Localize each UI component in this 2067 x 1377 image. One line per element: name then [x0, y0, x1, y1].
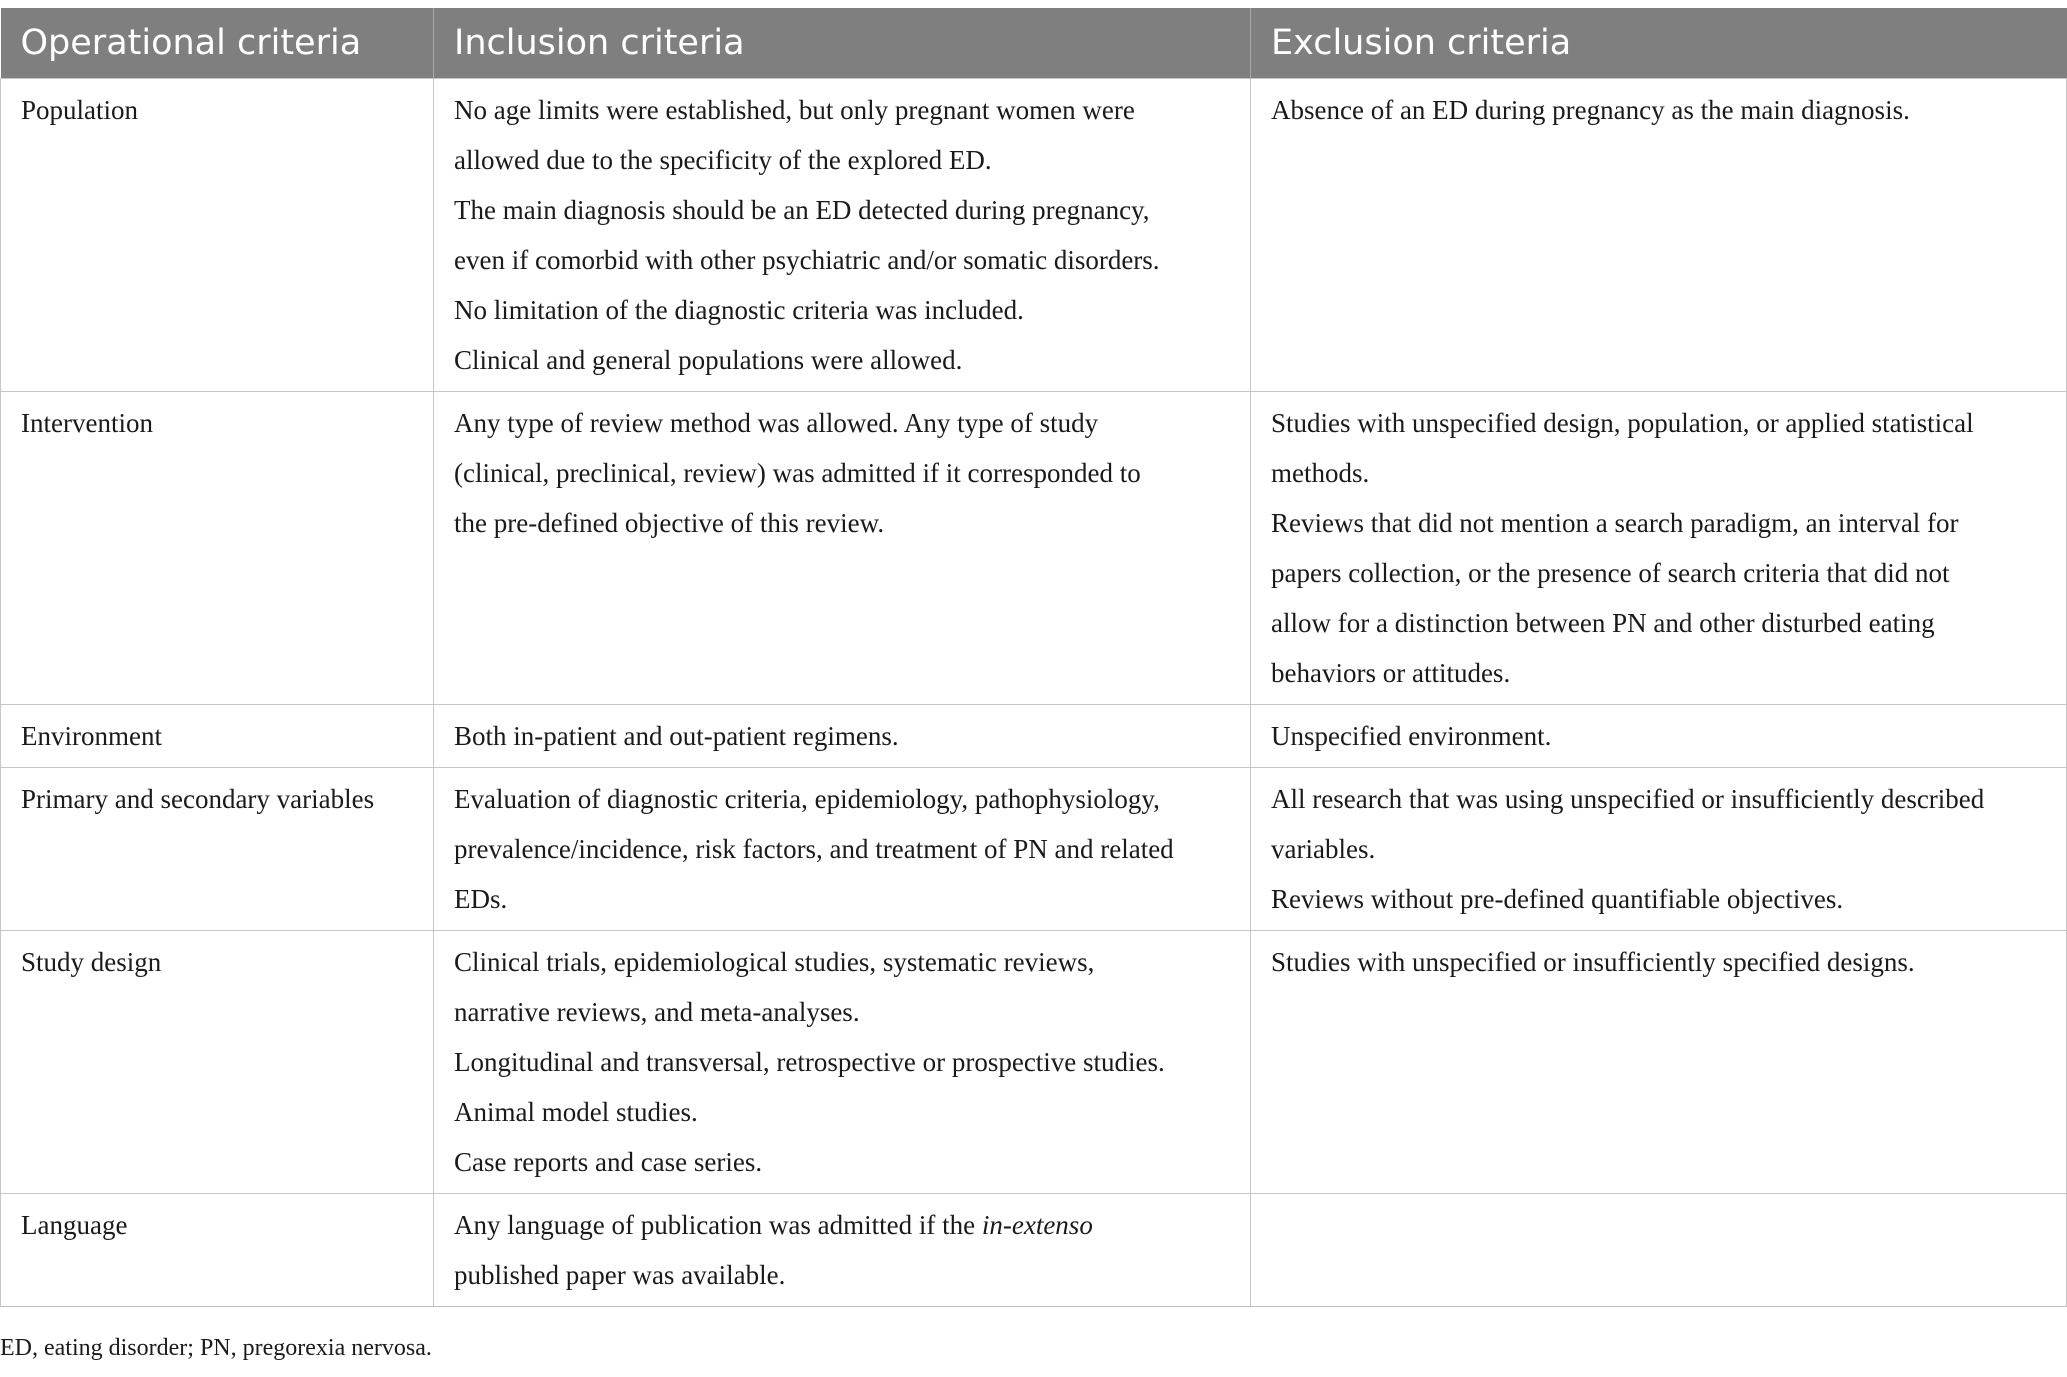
inclusion-text: Any language of publication was admitted if the [454, 1210, 982, 1240]
exclusion-line: Absence of an ED during pregnancy as the main diagnosis. [1271, 95, 1910, 125]
inclusion-line: Animal model studies. [454, 1097, 698, 1127]
inclusion-cell [434, 768, 1251, 931]
exclusion-line: All research that was using unspecified or insufficiently described [1271, 784, 1985, 814]
inclusion-line: No age limits were established, but only pregnant women were [454, 95, 1135, 125]
exclusion-line: Unspecified environment. [1271, 721, 1552, 751]
table-row-intervention [1, 392, 2067, 705]
exclusion-line: behaviors or attitudes. [1271, 658, 1511, 688]
criterion-cell [1, 79, 434, 392]
inclusion-cell [434, 705, 1251, 768]
exclusion-line: Reviews without pre-defined quantifiable objectives. [1271, 884, 1844, 914]
inclusion-line: Evaluation of diagnostic criteria, epidemiology, pathophysiology, [454, 784, 1160, 814]
inclusion-line: narrative reviews, and meta-analyses. [454, 997, 860, 1027]
inclusion-cell [434, 931, 1251, 1194]
exclusion-cell [1251, 79, 2067, 392]
exclusion-cell-empty [1251, 1194, 2067, 1307]
inclusion-line: even if comorbid with other psychiatric and/or somatic disorders. [454, 245, 1160, 275]
inclusion-line: No limitation of the diagnostic criteria was included. [454, 295, 1024, 325]
inclusion-line: Longitudinal and transversal, retrospective or prospective studies. [454, 1047, 1165, 1077]
inclusion-line: allowed due to the specificity of the explored ED. [454, 145, 992, 175]
criterion-label: Environment [21, 721, 162, 751]
inclusion-line: Clinical trials, epidemiological studies, systematic reviews, [454, 947, 1095, 977]
table-row-study-design [1, 931, 2067, 1194]
inclusion-line: Case reports and case series. [454, 1147, 763, 1177]
exclusion-line: Reviews that did not mention a search paradigm, an interval for [1271, 508, 1959, 538]
exclusion-line: papers collection, or the presence of search criteria that did not [1271, 558, 1950, 588]
inclusion-line: Both in-patient and out-patient regimens. [454, 721, 899, 751]
exclusion-cell [1251, 705, 2067, 768]
exclusion-line: allow for a distinction between PN and other disturbed eating [1271, 608, 1935, 638]
table-row-variables [1, 768, 2067, 931]
exclusion-line: methods. [1271, 458, 1370, 488]
inclusion-line [454, 1200, 1230, 1250]
header-exclusion-criteria: Exclusion criteria [1251, 8, 2067, 79]
criterion-label: Population [21, 95, 139, 125]
criterion-cell [1, 392, 434, 705]
exclusion-cell [1251, 392, 2067, 705]
criterion-cell [1, 768, 434, 931]
table-footnote: ED, eating disorder; PN, pregorexia nervosa. [0, 1335, 432, 1361]
inclusion-line: prevalence/incidence, risk factors, and treatment of PN and related [454, 834, 1174, 864]
inclusion-line: the pre-defined objective of this review. [454, 508, 885, 538]
table-row-population [1, 79, 2067, 392]
exclusion-cell [1251, 768, 2067, 931]
inclusion-line: (clinical, preclinical, review) was admitted if it corresponded to [454, 458, 1141, 488]
inclusion-cell [434, 1194, 1251, 1307]
table-row-environment [1, 705, 2067, 768]
exclusion-line: Studies with unspecified or insufficiently specified designs. [1271, 947, 1915, 977]
criterion-label: Primary and secondary variables [21, 784, 375, 814]
criterion-cell [1, 705, 434, 768]
table-row-language [1, 1194, 2067, 1307]
inclusion-cell [434, 79, 1251, 392]
exclusion-line: variables. [1271, 834, 1376, 864]
criterion-label: Intervention [21, 408, 153, 438]
criterion-cell [1, 931, 434, 1194]
header-inclusion-criteria: Inclusion criteria [434, 8, 1251, 79]
inclusion-line: The main diagnosis should be an ED detected during pregnancy, [454, 195, 1150, 225]
inclusion-line: published paper was available. [454, 1260, 786, 1290]
criterion-cell [1, 1194, 434, 1307]
exclusion-cell [1251, 931, 2067, 1194]
inclusion-line: Any type of review method was allowed. Any type of study [454, 408, 1099, 438]
inclusion-line: Clinical and general populations were allowed. [454, 345, 963, 375]
table-header-row [1, 8, 2067, 79]
criterion-label: Study design [21, 947, 162, 977]
inclusion-cell [434, 392, 1251, 705]
header-operational-criteria: Operational criteria [1, 8, 434, 79]
inclusion-line: EDs. [454, 884, 508, 914]
exclusion-line: Studies with unspecified design, population, or applied statistical [1271, 408, 1974, 438]
criteria-table [0, 8, 2067, 1307]
criterion-label: Language [21, 1210, 128, 1240]
italic-term: in-extenso [981, 1210, 1093, 1240]
